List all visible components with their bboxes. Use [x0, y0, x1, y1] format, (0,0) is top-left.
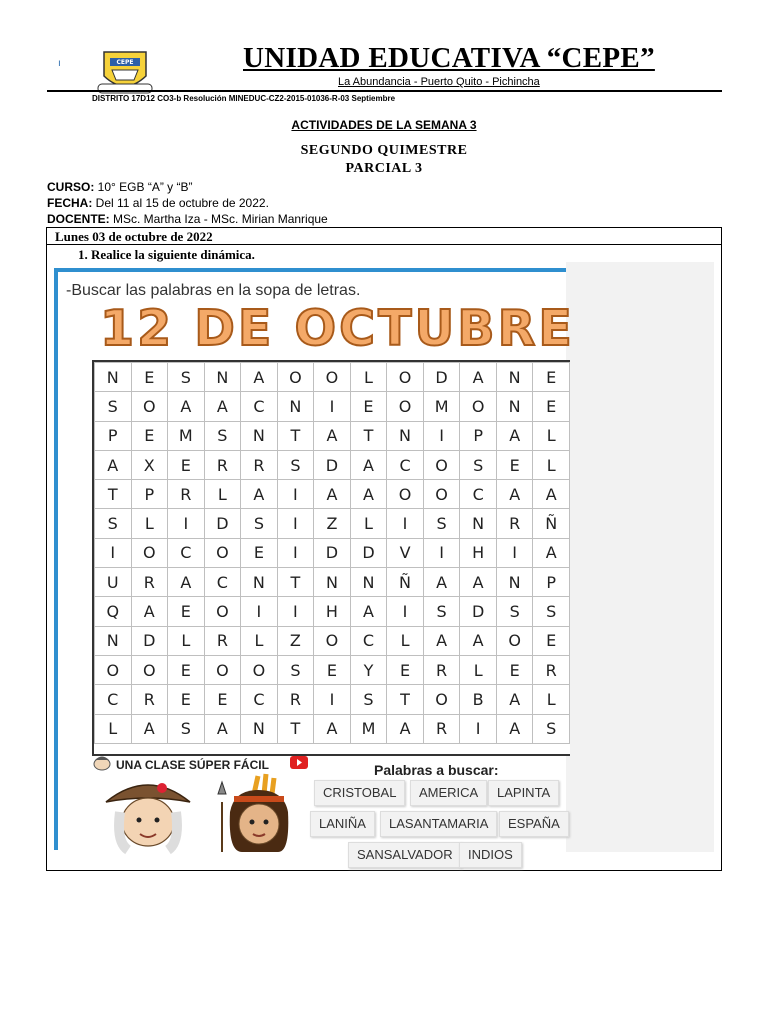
grid-cell: Z [277, 626, 314, 655]
grid-cell: I [241, 597, 278, 626]
grid-cell: D [350, 538, 387, 567]
grid-cell: R [533, 655, 570, 684]
grid-cell: O [131, 392, 168, 421]
grid-cell: D [131, 626, 168, 655]
grid-cell: U [95, 568, 132, 597]
grid-cell: Ñ [387, 568, 424, 597]
grid-cell: E [314, 655, 351, 684]
grid-cell: E [204, 685, 241, 714]
grid-cell: I [277, 597, 314, 626]
grid-cell: I [387, 597, 424, 626]
grid-cell: A [423, 568, 460, 597]
grid-cell: A [533, 538, 570, 567]
fecha-label: FECHA: [47, 196, 93, 210]
grid-cell: C [168, 538, 205, 567]
grid-cell: P [95, 421, 132, 450]
grid-cell: Y [350, 655, 387, 684]
grid-cell: Z [314, 509, 351, 538]
grid-cell: I [423, 538, 460, 567]
grid-cell: R [496, 509, 533, 538]
grid-cell: Ñ [533, 509, 570, 538]
grid-cell: A [350, 480, 387, 509]
grid-cell: C [387, 450, 424, 479]
grid-cell: E [168, 685, 205, 714]
grid-cell: I [460, 714, 497, 743]
worksheet-title: 12 DE OCTUBRE [100, 300, 575, 357]
grid-cell: N [460, 509, 497, 538]
grid-cell: H [314, 597, 351, 626]
grid-cell: E [168, 597, 205, 626]
words-title: Palabras a buscar: [374, 762, 499, 778]
grid-row [95, 363, 570, 392]
grid-cell: D [423, 363, 460, 392]
grid-cell: A [314, 714, 351, 743]
grid-cell: D [460, 597, 497, 626]
grid-cell: S [423, 597, 460, 626]
grid-cell: L [131, 509, 168, 538]
grid-cell: I [277, 480, 314, 509]
grid-cell: E [496, 655, 533, 684]
docente-line [47, 212, 328, 226]
grid-cell: A [350, 450, 387, 479]
grid-cell: S [168, 714, 205, 743]
grid-cell: S [350, 685, 387, 714]
grid-cell: B [460, 685, 497, 714]
grid-cell: L [168, 626, 205, 655]
grid-cell: I [387, 509, 424, 538]
grid-row [95, 421, 570, 450]
parcial-title: PARCIAL 3 [345, 161, 423, 176]
grid-cell: N [496, 392, 533, 421]
grid-cell: A [314, 421, 351, 450]
grid-cell: Q [95, 597, 132, 626]
grid-cell: I [314, 685, 351, 714]
grid-cell: S [533, 597, 570, 626]
grid-cell: O [131, 538, 168, 567]
grid-cell: L [460, 655, 497, 684]
grid-cell: N [241, 421, 278, 450]
grid-cell: O [204, 597, 241, 626]
grid-cell: L [350, 509, 387, 538]
grid-cell: O [423, 450, 460, 479]
grid-cell: O [314, 363, 351, 392]
grid-cell: H [460, 538, 497, 567]
grid-cell: R [131, 568, 168, 597]
grid-cell: E [131, 363, 168, 392]
letter-grid [92, 360, 570, 756]
grid-cell: M [350, 714, 387, 743]
grid-row [95, 655, 570, 684]
grid-cell: A [387, 714, 424, 743]
brand-text: UNA CLASE SÚPER FÁCIL [116, 758, 269, 772]
grid-cell: O [387, 480, 424, 509]
grid-cell: L [533, 421, 570, 450]
grid-cell: I [277, 538, 314, 567]
task-day: Lunes 03 de octubre de 2022 [55, 229, 213, 244]
grid-cell: E [168, 655, 205, 684]
grid-cell: A [95, 450, 132, 479]
grid-cell: O [277, 363, 314, 392]
grid-cell: R [204, 626, 241, 655]
grid-cell: I [496, 538, 533, 567]
grid-cell: E [350, 392, 387, 421]
header-divider [47, 90, 722, 92]
grid-cell: A [168, 568, 205, 597]
grid-cell: C [95, 685, 132, 714]
grid-cell: T [350, 421, 387, 450]
grid-cell: C [204, 568, 241, 597]
grid-row [95, 538, 570, 567]
grid-cell: A [314, 480, 351, 509]
grid-cell: E [533, 363, 570, 392]
grid-cell: T [387, 685, 424, 714]
grid-cell: L [350, 363, 387, 392]
grid-cell: A [496, 685, 533, 714]
word-search-image [54, 268, 575, 862]
word-chip: LASANTAMARIA [380, 811, 497, 837]
grid-cell: O [204, 538, 241, 567]
grid-cell: O [460, 392, 497, 421]
grid-cell: A [131, 597, 168, 626]
grid-cell: A [496, 480, 533, 509]
grid-cell: L [95, 714, 132, 743]
docente-label: DOCENTE: [47, 212, 110, 226]
word-chip: LAPINTA [488, 780, 559, 806]
grid-cell: O [387, 363, 424, 392]
grid-cell: E [168, 450, 205, 479]
grid-cell: X [131, 450, 168, 479]
grid-cell: S [460, 450, 497, 479]
grid-cell: C [241, 392, 278, 421]
youtube-icon [290, 756, 308, 769]
grid-cell: R [423, 655, 460, 684]
grid-cell: E [241, 538, 278, 567]
grid-cell: P [131, 480, 168, 509]
grid-cell: L [241, 626, 278, 655]
grid-cell: O [423, 685, 460, 714]
grid-cell: M [168, 421, 205, 450]
grid-cell: S [168, 363, 205, 392]
grid-cell: C [241, 685, 278, 714]
grid-cell: R [241, 450, 278, 479]
grid-cell: N [241, 568, 278, 597]
grid-cell: I [95, 538, 132, 567]
task-instruction: 1. Realice la siguiente dinámica. [78, 247, 255, 262]
svg-text:CEPE: CEPE [116, 59, 134, 66]
docente-value: MSc. Martha Iza - MSc. Mirian Manrique [109, 212, 328, 226]
grid-cell: N [387, 421, 424, 450]
grid-cell: A [533, 480, 570, 509]
grid-cell: T [277, 714, 314, 743]
curso-line [47, 180, 193, 194]
grid-cell: S [277, 655, 314, 684]
grid-cell: R [131, 685, 168, 714]
grid-cell: O [95, 655, 132, 684]
grid-cell: N [95, 363, 132, 392]
grid-cell: T [277, 421, 314, 450]
grid-cell: N [496, 568, 533, 597]
grid-cell: S [204, 421, 241, 450]
grid-cell: O [387, 392, 424, 421]
grid-cell: V [387, 538, 424, 567]
grid-cell: R [204, 450, 241, 479]
grid-cell: R [168, 480, 205, 509]
grid-cell: O [496, 626, 533, 655]
grid-cell: C [460, 480, 497, 509]
grid-row [95, 480, 570, 509]
grid-cell: S [241, 509, 278, 538]
grid-cell: A [168, 392, 205, 421]
quimestre-title: SEGUNDO QUIMESTRE [300, 143, 468, 158]
colon-character-illustration [98, 772, 198, 852]
grid-row [95, 714, 570, 743]
grid-cell: S [496, 597, 533, 626]
grid-cell: E [533, 626, 570, 655]
grid-cell: S [95, 392, 132, 421]
grey-panel [566, 262, 714, 852]
grid-cell: E [131, 421, 168, 450]
grid-cell: A [460, 626, 497, 655]
grid-row [95, 392, 570, 421]
worksheet-instruction: -Buscar las palabras en la sopa de letras. [66, 282, 361, 299]
grid-cell: N [314, 568, 351, 597]
grid-cell: P [533, 568, 570, 597]
grid-cell: L [533, 685, 570, 714]
grid-cell: T [95, 480, 132, 509]
grid-cell: L [387, 626, 424, 655]
curso-label: CURSO: [47, 180, 95, 194]
grid-cell: A [423, 626, 460, 655]
grid-cell: R [277, 685, 314, 714]
grid-cell: N [496, 363, 533, 392]
grid-cell: R [423, 714, 460, 743]
grid-cell: A [204, 392, 241, 421]
grid-cell: A [460, 363, 497, 392]
grid-cell: A [241, 363, 278, 392]
native-character-illustration [208, 772, 298, 852]
grid-cell: M [423, 392, 460, 421]
grid-row [95, 509, 570, 538]
fecha-value: Del 11 al 15 de octubre de 2022. [92, 196, 269, 210]
grid-row [95, 626, 570, 655]
word-chip: ESPAÑA [499, 811, 569, 837]
grid-cell: I [423, 421, 460, 450]
grid-cell: A [131, 714, 168, 743]
grid-cell: T [277, 568, 314, 597]
school-location: La Abundancia - Puerto Quito - Pichincha [338, 76, 540, 88]
grid-cell: A [460, 568, 497, 597]
grid-cell: E [533, 392, 570, 421]
grid-cell: P [460, 421, 497, 450]
word-chip: SANSALVADOR [348, 842, 462, 868]
grid-cell: S [423, 509, 460, 538]
grid-cell: A [496, 421, 533, 450]
grid-cell: N [241, 714, 278, 743]
activities-title: ACTIVIDADES DE LA SEMANA 3 [291, 118, 477, 132]
grid-cell: I [314, 392, 351, 421]
grid-cell: N [277, 392, 314, 421]
district-resolution: DISTRITO 17D12 CO3-b Resolución MINEDUC-CZ2-2015-01036-R-03 Septiembre [92, 94, 396, 103]
grid-row [95, 597, 570, 626]
grid-cell: D [314, 538, 351, 567]
side-mark: ı [58, 58, 61, 69]
grid-cell: O [423, 480, 460, 509]
grid-cell: C [350, 626, 387, 655]
grid-cell: D [204, 509, 241, 538]
grid-cell: A [241, 480, 278, 509]
grid-cell: N [204, 363, 241, 392]
grid-cell: S [277, 450, 314, 479]
grid-cell: S [533, 714, 570, 743]
letter-grid-table [94, 362, 570, 744]
grid-cell: N [350, 568, 387, 597]
fecha-line [47, 196, 269, 210]
grid-cell: I [168, 509, 205, 538]
grid-cell: N [95, 626, 132, 655]
grid-cell: O [314, 626, 351, 655]
grid-cell: E [496, 450, 533, 479]
grid-cell: A [350, 597, 387, 626]
school-name: UNIDAD EDUCATIVA “CEPE” [243, 42, 655, 74]
word-chip: LANIÑA [310, 811, 375, 837]
word-chip: AMERICA [410, 780, 487, 806]
grid-cell: O [241, 655, 278, 684]
grid-row [95, 450, 570, 479]
grid-cell: O [204, 655, 241, 684]
word-chip: CRISTOBAL [314, 780, 405, 806]
word-chip: INDIOS [459, 842, 522, 868]
grid-cell: O [131, 655, 168, 684]
grid-cell: S [95, 509, 132, 538]
grid-cell: L [533, 450, 570, 479]
brand-logo-icon [92, 753, 112, 771]
grid-cell: A [204, 714, 241, 743]
grid-cell: L [204, 480, 241, 509]
grid-cell: A [496, 714, 533, 743]
curso-value: 10° EGB “A” y “B” [94, 180, 193, 194]
grid-row [95, 568, 570, 597]
grid-cell: D [314, 450, 351, 479]
grid-cell: E [387, 655, 424, 684]
grid-row [95, 685, 570, 714]
grid-cell: I [277, 509, 314, 538]
